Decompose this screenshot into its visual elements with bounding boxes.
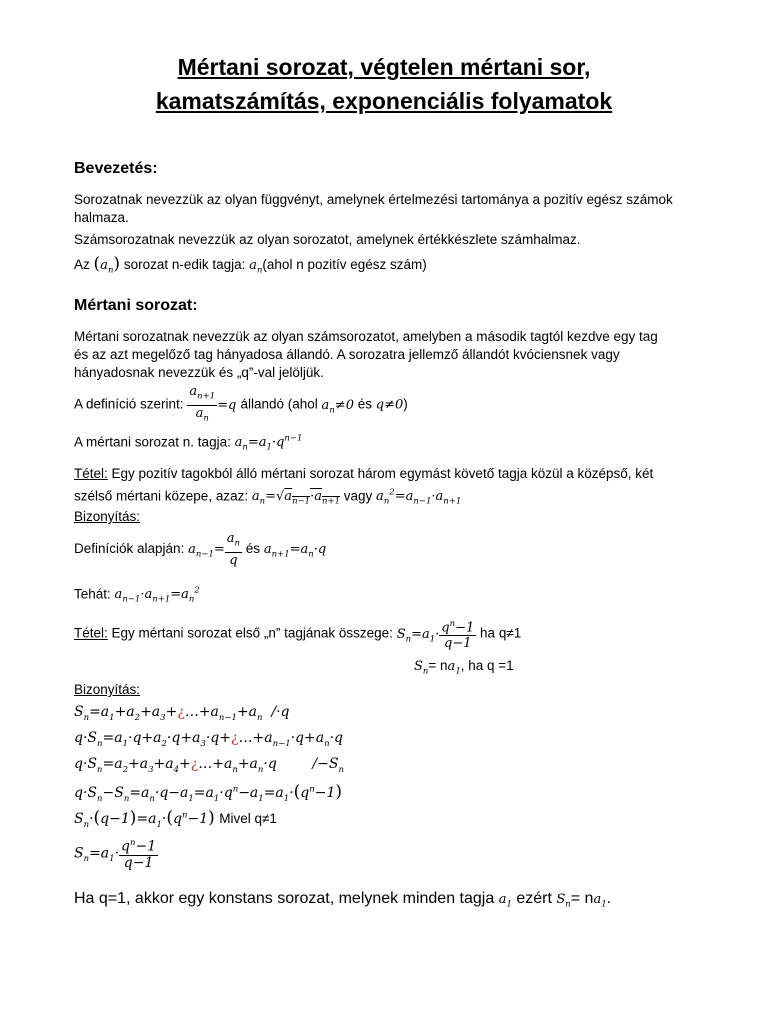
ratio-formula: $\frac{a_{n+1}}{a_n}$ =q (189, 384, 241, 424)
sn-equals-n: = n (428, 658, 448, 673)
sequence-notation: $(a_n)$ (93, 254, 121, 276)
sum-formula: $S_n=a_1\cdot$ $\frac{q^n-1}{q-1}$ (396, 619, 475, 652)
intro-p3-pre: Az (74, 257, 90, 272)
es-label: és (357, 396, 372, 412)
theorem-2-case-2 (414, 657, 514, 681)
closing-text: Ha q=1, akkor egy konstans sorozat, melynek minden tagja (74, 890, 495, 907)
theorem-2-label: Tétel: (74, 625, 108, 641)
closing-a1: $a_1$ (498, 892, 512, 910)
intro-paragraph-2: Számsorozatnak nevezzük az olyan sorozatot, amelynek értékkészlete számhalmaz. (74, 232, 581, 247)
theorem-1-line-2 (74, 484, 461, 511)
theorem-2-line (74, 617, 521, 651)
proof-2-step-2: $q\cdot S_n=a_1\cdot q+a_2\cdot q+a_3\cdot q+¿\dots+a_{n-1}\cdot q+a_n\cdot q$ (74, 730, 344, 749)
closing-a1-2: $a_1$ (593, 892, 607, 910)
intro-p3-mid: sorozat n-edik tagja: (123, 257, 246, 272)
intro-paragraph-1-line-2: halmaza. (74, 210, 129, 225)
closing-ezert: ezért (516, 890, 552, 907)
q-nonzero: q≠0 (375, 397, 404, 413)
proof-2-label: Bizonyítás: (74, 682, 141, 697)
closing-sn: $S_n$ (556, 892, 571, 910)
geo-def-line-1: Mértani sorozatnak nevezzük az olyan számsorozatot, amelyben a második tagtól kezdve egy tag (74, 329, 658, 344)
proof-2-step-1: $S_n=a_1+a_2+a_3+¿\dots+a_{n-1}+a_n$ /·q (74, 704, 290, 723)
proof-1-definitions (74, 531, 326, 568)
sn-symbol: $S_n$ (414, 659, 429, 677)
proof-2-result: $S_n=a_1\cdot$ $\frac{q^n-1}{q-1}$ (74, 838, 157, 871)
geometric-mean-formula: $a_n=√a_{n-1}\cdot a_{n+1}$ (251, 489, 340, 507)
theorem-2-text: Egy mértani sorozat első „n” tagjának összege: (107, 625, 393, 641)
prev-term-formula: $a_{n-1}=$ $\frac{a_n}{q}$ (188, 531, 241, 568)
definition-line (74, 384, 408, 426)
product-formula: $a_{n-1}\cdot a_{n+1}=a_n^2$ (114, 586, 200, 605)
closing-line (74, 890, 611, 910)
theorem-1-label: Tétel: (74, 466, 108, 481)
intro-p3-post: (ahol n pozitív egész szám) (262, 257, 427, 272)
def-alapjan-label: Definíciók alapján: (74, 540, 185, 556)
intro-paragraph-1-line-1: Sorozatnak nevezzük az olyan függvényt, amelynek értelmezési tartománya a pozitív egész számok (74, 192, 673, 207)
allando-label: állandó (ahol (240, 396, 318, 412)
closing-dot: . (606, 890, 612, 907)
mivel-label: Mivel q≠1 (219, 811, 277, 826)
proof-2-step-4: $q\cdot S_n-S_n=a_n\cdot q-a_1=a_1\cdot q^n-a_1=a_1\cdot(q^n-1)$ (74, 782, 343, 804)
tehat-label: Tehát: (74, 586, 111, 602)
theorem-1-text: Egy pozitív tagokból álló mértani sorozat három egymást követő tagja közül a középső, két (107, 466, 654, 481)
square-formula: $a_n^2=a_{n-1}\cdot a_{n+1}$ (376, 488, 462, 507)
theorem-1-text-2: szélső mértani közepe, azaz: (74, 488, 249, 504)
nth-term-symbol: $a_n$ (249, 258, 263, 276)
proof-1-label: Bizonyítás: (74, 509, 141, 524)
definition-label: A definíció szerint: (74, 396, 184, 412)
closing-sn-n: = n (570, 890, 594, 907)
geo-def-line-3: hányadosnak nevezzük és „q”-val jelöljük. (74, 365, 324, 380)
proof-2-step-3: $q\cdot S_n=a_2+a_3+a_4+¿\dots+a_n+a_n\cdot q$ $/-S_n$ (74, 756, 344, 775)
intro-paragraph-3 (74, 255, 427, 280)
title-line-1: Mértani sorozat, végtelen mértani sor, (177, 54, 591, 80)
close-paren: ) (403, 396, 408, 412)
condition-q-1: , ha q =1 (460, 658, 514, 673)
proof-1-conclusion (74, 582, 200, 609)
geo-heading: Mértani sorozat: (74, 297, 198, 314)
nth-term-formula: $a_n=a_1\cdot q^{n-1}$ (234, 434, 303, 453)
an-nonzero: $a_n\ne 0$ (321, 397, 354, 416)
a1-symbol: $a_1$ (447, 659, 461, 677)
nth-term-label: A mértani sorozat n. tagja: (74, 434, 231, 450)
theorem-1-line-1 (74, 465, 653, 483)
nth-term-line (74, 430, 302, 457)
intro-heading: Bevezetés: (74, 160, 158, 177)
proof-2-step-5: $S_n\cdot(q-1)=a_1\cdot(q^n-1)$ Mivel q≠1 (74, 808, 277, 830)
es-label-2: és (245, 540, 261, 556)
geo-def-line-2: és az azt megelőző tag hányadosa állandó. A sorozatra jellemző állandót kvóciensnek vagy (74, 347, 620, 362)
vagy-label: vagy (343, 488, 373, 504)
condition-q-not-1: ha q≠1 (480, 625, 522, 641)
next-term-formula: $a_{n+1}=a_n\cdot q$ (263, 541, 327, 560)
title-line-2: kamatszámítás, exponenciális folyamatok (155, 88, 613, 114)
